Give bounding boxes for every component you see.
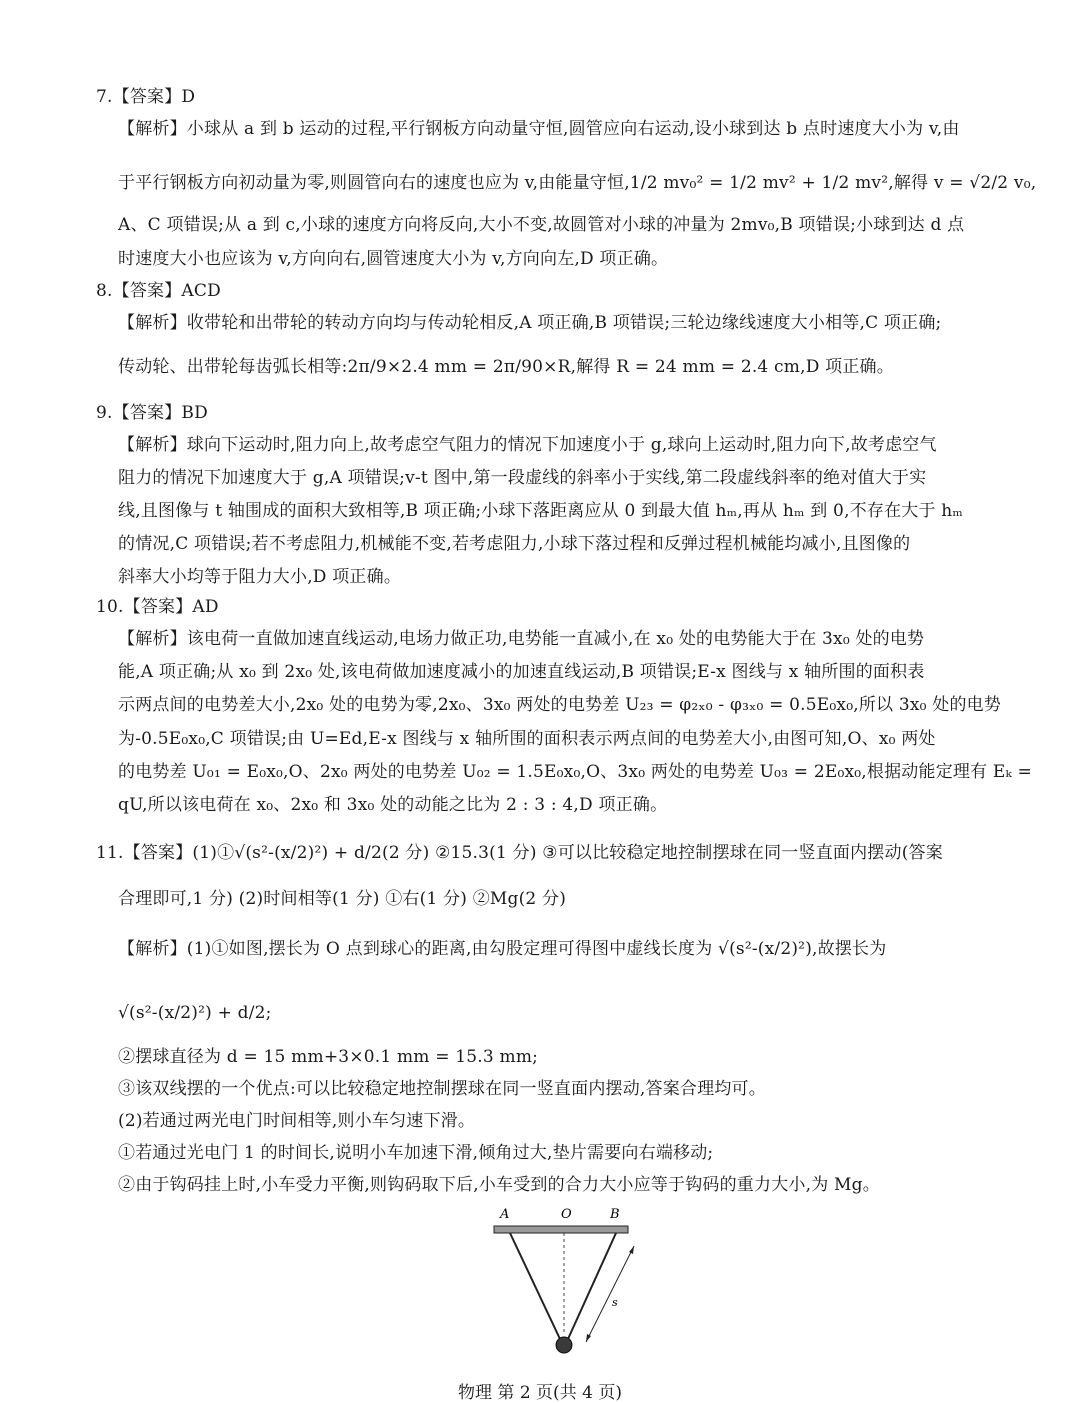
q7-analysis-4: 时速度大小也应该为 v,方向向右,圆管速度大小为 v,方向向左,D 项正确。 <box>118 249 669 269</box>
q9-analysis-5: 斜率大小均等于阻力大小,D 项正确。 <box>118 567 402 587</box>
q11-analysis-1: 【解析】(1)①如图,摆长为 O 点到球心的距离,由勾股定理可得图中虚线长度为 √(s²-(x/2)²),故摆长为 <box>118 939 887 959</box>
q9-analysis-4: 的情况,C 项错误;若不考虑阻力,机械能不变,若考虑阻力,小球下落过程和反弹过程机械能均减小,且图像的 <box>118 534 911 554</box>
arrow-bottom-icon <box>586 1334 591 1342</box>
q11-analysis-5: (2)若通过两光电门时间相等,则小车匀速下滑。 <box>118 1111 476 1131</box>
q11-answer-2: 合理即可,1 分) (2)时间相等(1 分) ①右(1 分) ②Mg(2 分) <box>118 889 567 909</box>
q9-analysis-1: 【解析】球向下运动时,阻力向上,故考虑空气阻力的情况下加速度小于 g,球向上运动时,阻力向下,故考虑空气 <box>118 435 937 455</box>
q9-analysis-3: 线,且图像与 t 轴围成的面积大致相等,B 项正确;小球下落距离应从 0 到最大值 hₘ,再从 hₘ 到 0,不存在大于 hₘ <box>118 501 964 521</box>
dimension-line-s <box>586 1246 634 1342</box>
q10-answer: 10.【答案】AD <box>96 597 219 617</box>
q7-analysis-3: A、C 项错误;从 a 到 c,小球的速度方向将反向,大小不变,故圆管对小球的冲量为 2mv₀,B 项错误;小球到达 d 点 <box>118 215 965 235</box>
pendulum-ball <box>556 1337 572 1353</box>
q11-analysis-3: ②摆球直径为 d = 15 mm+3×0.1 mm = 15.3 mm; <box>118 1047 539 1067</box>
q7-answer: 7.【答案】D <box>96 87 196 107</box>
support-bar <box>494 1226 628 1233</box>
q10-analysis-2: 能,A 项正确;从 x₀ 到 2x₀ 处,该电荷做加速度减小的加速直线运动,B 项错误;E-x 图线与 x 轴所围的面积表 <box>118 662 925 682</box>
q11-analysis-7: ②由于钩码挂上时,小车受力平衡,则钩码取下后,小车受到的合力大小应等于钩码的重力大小,为 Mg。 <box>118 1175 880 1195</box>
q8-analysis-2: 传动轮、出带轮每齿弧长相等:2π/9×2.4 mm = 2π/90×R,解得 R = 24 mm = 2.4 cm,D 项正确。 <box>118 357 894 377</box>
q9-answer: 9.【答案】BD <box>96 403 208 423</box>
label-a: A <box>500 1207 510 1222</box>
q11-analysis-6: ①若通过光电门 1 的时间长,说明小车加速下滑,倾角过大,垫片需要向右端移动; <box>118 1143 714 1163</box>
double-pendulum-figure <box>488 1206 638 1366</box>
q8-answer: 8.【答案】ACD <box>96 281 221 301</box>
label-o: O <box>561 1207 572 1222</box>
label-s: s <box>612 1296 618 1309</box>
q10-analysis-1: 【解析】该电荷一直做加速直线运动,电场力做正功,电势能一直减小,在 x₀ 处的电势能大于在 3x₀ 处的电势 <box>118 629 925 649</box>
q10-analysis-5: 的电势差 U₀₁ = E₀x₀,O、2x₀ 两处的电势差 U₀₂ = 1.5E₀x₀,O、3x₀ 两处的电势差 U₀₃ = 2E₀x₀,根据动能定理有 Eₖ = <box>118 762 1032 782</box>
q10-analysis-4: 为-0.5E₀x₀,C 项错误;由 U=Ed,E-x 图线与 x 轴所围的面积表示两点间的电势差大小,由图可知,O、x₀ 两处 <box>118 729 936 749</box>
q7-analysis-1: 【解析】小球从 a 到 b 运动的过程,平行钢板方向动量守恒,圆管应向右运动,设小球到达 b 点时速度大小为 v,由 <box>118 119 960 139</box>
q7-analysis-2: 于平行钢板方向初动量为零,则圆管向右的速度也应为 v,由能量守恒,1/2 mv₀² = 1/2 mv² + 1/2 mv²,解得 v = √2/2 v₀, <box>118 173 1037 193</box>
arrow-top-icon <box>629 1246 634 1254</box>
q11-analysis-4: ③该双线摆的一个优点:可以比较稳定地控制摆球在同一竖直面内摆动,答案合理均可。 <box>118 1079 766 1099</box>
q11-answer-1: 11.【答案】(1)①√(s²-(x/2)²) + d/2(2 分) ②15.3(1 分) ③可以比较稳定地控制摆球在同一竖直面内摆动(答案 <box>96 843 943 863</box>
q8-analysis-1: 【解析】收带轮和出带轮的转动方向均与传动轮相反,A 项正确,B 项错误;三轮边缘线速度大小相等,C 项正确; <box>118 313 942 333</box>
q9-analysis-2: 阻力的情况下加速度大于 g,A 项错误;v-t 图中,第一段虚线的斜率小于实线,第二段虚线斜率的绝对值大于实 <box>118 468 927 488</box>
label-b: B <box>610 1207 620 1222</box>
q10-analysis-6: qU,所以该电荷在 x₀、2x₀ 和 3x₀ 处的动能之比为 2 : 3 : 4,D 项正确。 <box>118 795 668 815</box>
string-left <box>510 1233 560 1339</box>
page-footer: 物理 第 2 页(共 4 页) <box>458 1383 622 1403</box>
q10-analysis-3: 示两点间的电势差大小,2x₀ 处的电势为零,2x₀、3x₀ 两处的电势差 U₂₃ = φ₂ₓ₀ - φ₃ₓ₀ = 0.5E₀x₀,所以 3x₀ 处的电势 <box>118 695 1002 715</box>
q11-analysis-2: √(s²-(x/2)²) + d/2; <box>118 1003 272 1023</box>
string-right <box>568 1233 616 1339</box>
